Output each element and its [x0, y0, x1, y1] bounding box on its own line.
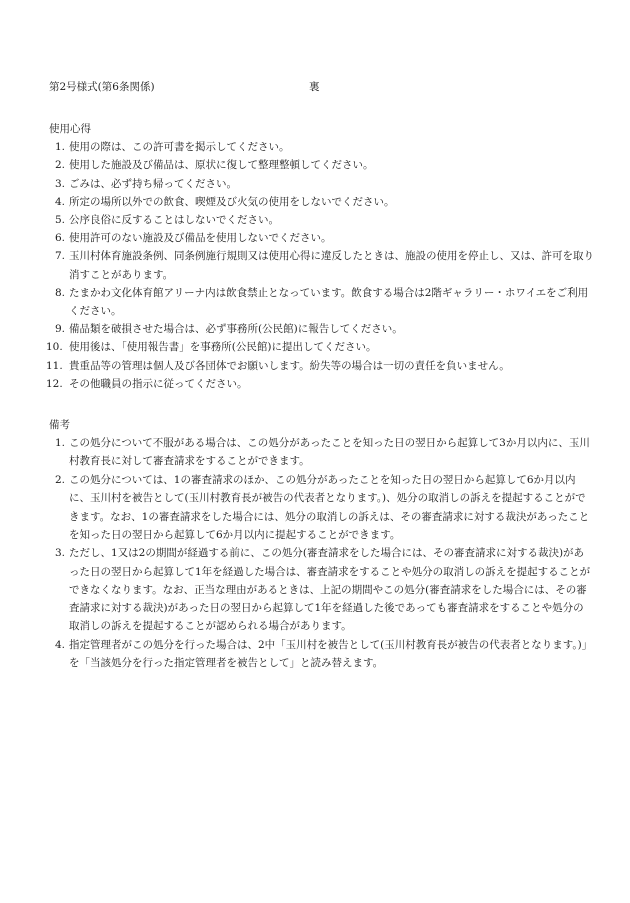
item-text: 公序良俗に反することはしないでください。: [69, 214, 279, 227]
item-text: この処分について不服がある場合は、この処分があったことを知った日の翌日から起算して3か月以内に、玉川村教育長に対して審査請求をすることができます。: [69, 437, 590, 468]
item-number: 4.: [54, 195, 65, 208]
usage-rules-list: [46, 138, 594, 393]
remark-item: [49, 544, 594, 635]
usage-rule-item: [49, 156, 594, 174]
usage-rule-item: [49, 138, 594, 156]
item-text: ごみは、必ず持ち帰ってください。: [69, 177, 237, 190]
form-header: [49, 78, 320, 96]
item-number: 12.: [46, 377, 63, 390]
item-text: この処分については、1の審査請求のほか、この処分があったことを知った日の翌日から起算して6か月以内に、玉川村を被告として(玉川村教育長が被告の代表者となります。)、処分の取消しの訴えを提起することができます。なお、1の審査請求をした場合には、処分の取消しの訴えは、その審査請求に対する裁決があったことを知った日の翌日から起算して6か月以内に提起することができます。: [69, 474, 590, 541]
item-text: 使用後は、「使用報告書」を事務所(公民館)に提出してください。: [69, 341, 377, 354]
item-number: 5.: [54, 214, 65, 227]
item-number: 10.: [46, 341, 63, 354]
usage-rule-item: [49, 320, 594, 338]
item-text: 玉川村体育施設条例、同条例施行規則又は使用心得に違反したときは、施設の使用を停止し、又は、許可を取り消すことがあります。: [69, 250, 594, 281]
item-number: 3.: [54, 177, 65, 190]
remark-item: [49, 434, 594, 470]
item-text: 使用の際は、この許可書を掲示してください。: [69, 141, 290, 154]
item-number: 3.: [54, 547, 65, 560]
item-number: 1.: [54, 437, 65, 450]
usage-rules-section: [46, 120, 594, 393]
item-number: 4.: [54, 638, 65, 651]
remarks-section: [49, 416, 594, 673]
item-number: 7.: [54, 250, 65, 263]
item-text: ただし、1又は2の期間が経過する前に、この処分(審査請求をした場合には、その審査請求に対する裁決)があった日の翌日から起算して1年を経過した場合は、審査請求をすることや処分の取消しの訴えを提起することができなくなります。なお、正当な理由があるときは、上記の期間やこの処分(審査請求をした場合には、その審査請求に対する裁決)があった日の翌日から起算して1年を経過した後であっても審査請求をすることや処分の取消しの訴えを提起することが認められる場合があります。: [69, 547, 591, 633]
back-side-label: 裏: [309, 81, 320, 93]
remark-item: [49, 636, 594, 672]
item-text: 所定の場所以外での飲食、喫煙及び火気の使用をしないでください。: [69, 195, 395, 208]
item-number: 9.: [54, 323, 65, 336]
item-number: 11.: [46, 359, 63, 372]
usage-rules-title: 使用心得: [49, 123, 91, 135]
item-text: 備品類を破損させた場合は、必ず事務所(公民館)に報告してください。: [69, 323, 403, 336]
form-label: 第2号様式(第6条関係): [49, 81, 155, 93]
usage-rule-item: [49, 284, 594, 320]
item-text: たまかわ文化体育館アリーナ内は飲食禁止となっています。飲食する場合は2階ギャラリー・ホワイエをご利用ください。: [69, 286, 589, 318]
usage-rule-item: [49, 175, 594, 193]
usage-rule-item: [46, 357, 594, 375]
item-text: 貴重品等の管理は個人及び各団体でお願いします。紛失等の場合は一切の責任を負いません。: [69, 359, 510, 372]
usage-rule-item: [49, 247, 594, 283]
item-number: 8.: [54, 286, 65, 299]
item-text: 使用許可のない施設及び備品を使用しないでください。: [69, 232, 332, 245]
item-number: 1.: [54, 141, 65, 154]
item-number: 6.: [54, 232, 65, 245]
usage-rule-item: [46, 338, 594, 356]
usage-rule-item: [49, 229, 594, 247]
item-number: 2.: [54, 474, 65, 487]
remarks-title: 備考: [49, 419, 70, 431]
item-text: その他職員の指示に従ってください。: [69, 377, 248, 390]
remark-item: [49, 471, 594, 544]
remarks-list: [49, 434, 594, 672]
item-text: 使用した施設及び備品は、原状に復して整理整頓してください。: [69, 159, 374, 172]
usage-rule-item: [49, 211, 594, 229]
usage-rule-item: [46, 375, 594, 393]
usage-rule-item: [49, 193, 594, 211]
item-number: 2.: [54, 159, 65, 172]
item-text: 指定管理者がこの処分を行った場合は、2中「玉川村を被告として(玉川村教育長が被告の代表者となります。)」を「当該処分を行った指定管理者を被告として」と読み替えます。: [69, 638, 593, 670]
